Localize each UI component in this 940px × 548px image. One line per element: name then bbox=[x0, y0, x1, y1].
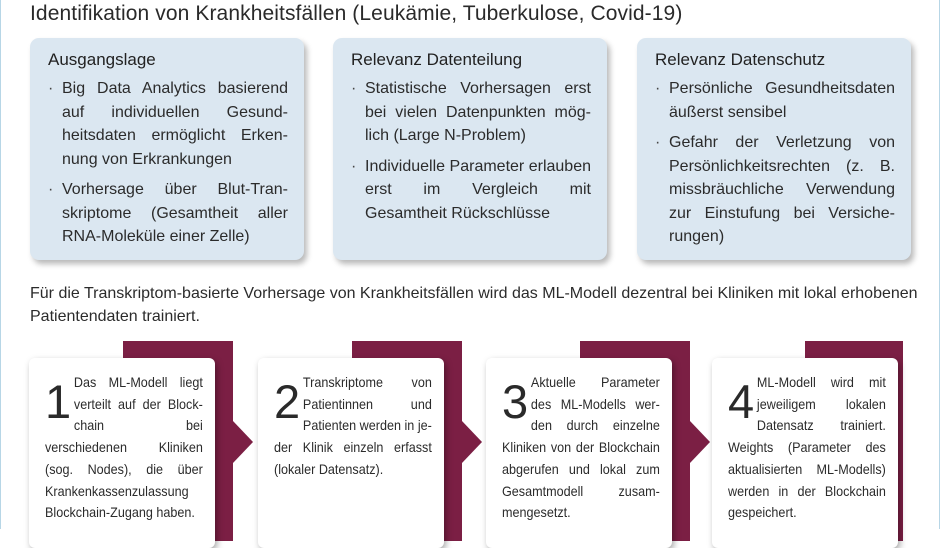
page-title: Identifikation von Krankheitsfällen (Leukämie, Tuberkulose, Covid-19) bbox=[30, 2, 683, 25]
card-ausgangslage bbox=[30, 38, 304, 260]
card-item: · Statistische Vorhersagen erst bei vielen Datenpunkten möglich (Large N-Problem) bbox=[351, 77, 591, 148]
card-heading: Ausgangslage bbox=[48, 50, 156, 69]
step-1-arrow bbox=[233, 421, 253, 463]
step-3-box bbox=[486, 358, 672, 548]
card-item: · Gefahr der Verletzung von Persönlichkeitsrechten (z. B. missbräuchliche Verwendung zur Einstufung bei Versicherungen) bbox=[655, 131, 895, 249]
card-relevanz-datenteilung bbox=[333, 38, 607, 260]
step-2-box bbox=[258, 358, 444, 548]
card-list bbox=[48, 77, 288, 249]
step-1-box bbox=[29, 358, 215, 548]
step-number: 1 bbox=[45, 375, 72, 428]
step-text: Transkriptome von Patientinnen und Patienten werden in jeder Klinik einzeln erfasst (lokaler Datensatz). bbox=[274, 374, 432, 477]
card-item: · Vorhersage über Blut-Transkriptome (Gesamtheit aller RNA-Moleküle einer Zelle) bbox=[48, 178, 288, 249]
step-3-arrow bbox=[690, 421, 710, 463]
description-text: Für die Transkriptom-basierte Vorhersage von Krankheitsfällen wird das ML-Modell dezentral bei Kliniken mit lokal erhobenen Patientendaten trainiert. bbox=[30, 285, 918, 325]
step-number: 2 bbox=[274, 375, 301, 428]
card-relevanz-datenschutz bbox=[637, 38, 911, 260]
step-4-box bbox=[712, 358, 898, 548]
card-item: · Persönliche Gesundheitsdaten äußerst sensibel bbox=[655, 77, 895, 124]
step-text: Das ML-Modell liegt verteilt auf der Blockchain bei verschiedenen Kliniken (sog. Nodes), die über Krankenkassenzulassung Blockchain-Zugang haben. bbox=[45, 374, 203, 521]
card-heading: Relevanz Datenteilung bbox=[351, 50, 523, 69]
card-list bbox=[655, 77, 895, 249]
step-text: Aktuelle Parameter des ML-Modells werden durch einzelne Kliniken von der Blockchain abgerufen und lokal zum Gesamtmodell zusammengesetzt. bbox=[502, 374, 660, 521]
card-list bbox=[351, 77, 591, 225]
step-number: 3 bbox=[502, 375, 529, 428]
step-text: ML-Modell wird mit jeweiligem lokalen Datensatz trainiert. Weights (Parameter des aktualisierten ML-Modells) werden in der Blockchain gespeichert. bbox=[728, 374, 886, 521]
step-2-arrow bbox=[462, 421, 482, 463]
card-heading: Relevanz Datenschutz bbox=[655, 50, 826, 69]
card-item: · Individuelle Parameter erlauben erst im Vergleich mit Gesamtheit Rückschlüsse bbox=[351, 155, 591, 226]
card-item: · Big Data Analytics basierend auf individuellen Gesundheitsdaten ermöglicht Erkennung von Erkrankungen bbox=[48, 77, 288, 171]
frame-left-line bbox=[0, 0, 1, 529]
step-number: 4 bbox=[728, 375, 755, 428]
